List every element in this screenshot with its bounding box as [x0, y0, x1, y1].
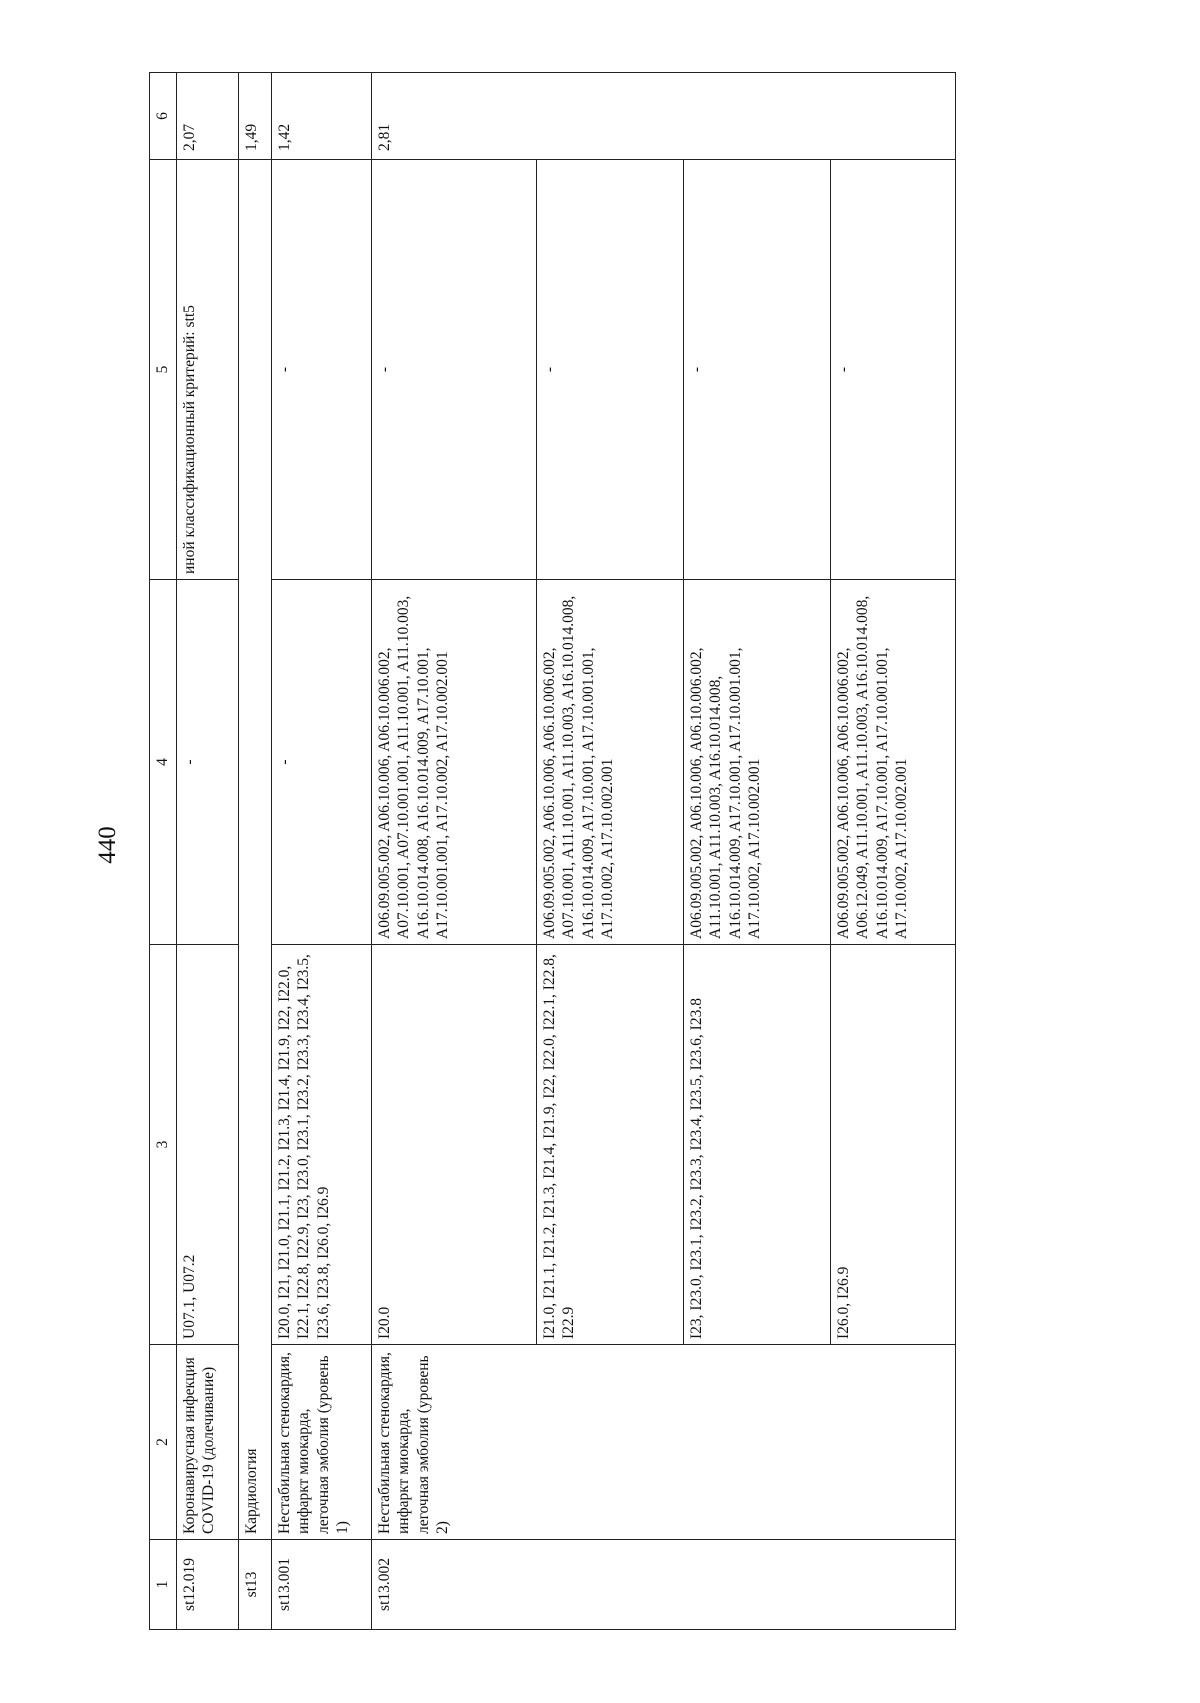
section-row: [239, 73, 272, 1630]
column-header: 3: [150, 945, 177, 1345]
section-coefficient: 1,49: [239, 73, 272, 160]
table-row: [177, 73, 239, 1630]
row-icd-codes: I20.0: [372, 945, 537, 1345]
section-name: Кардиология: [239, 160, 272, 1540]
tariff-table: [149, 72, 956, 1630]
row-coefficient: 2,81: [372, 73, 956, 160]
row-code: st13.002: [372, 1540, 956, 1630]
section-code: st13: [239, 1540, 272, 1630]
row-services: A06.09.005.002, A06.10.006, A06.10.006.002, A06.12.049, A11.10.001, A11.10.003, A16.10.014.008, A16.10.014.009, A17.10.001, A17.10.001.001, A17.10.002, A17.10.002.001: [831, 580, 956, 945]
row-services: -: [272, 580, 372, 945]
row-criteria: -: [372, 160, 537, 580]
column-header: 5: [150, 160, 177, 580]
column-header: 6: [150, 73, 177, 160]
row-name: Коронавирусная инфекция COVID-19 (долечивание): [177, 1345, 239, 1540]
row-name: Нестабильная стенокардия, инфаркт миокарда, легочная эмболия (уровень 1): [272, 1345, 372, 1540]
row-icd-codes: U07.1, U07.2: [177, 945, 239, 1345]
row-services: A06.09.005.002, A06.10.006, A06.10.006.002, A07.10.001, A07.10.001.001, A11.10.001, A11.10.003, A16.10.014.008, A16.10.014.009, A17.10.001, A17.10.001.001, A17.10.002, A17.10.002.001: [372, 580, 537, 945]
row-services: A06.09.005.002, A06.10.006, A06.10.006.002, A07.10.001, A11.10.001, A11.10.003, A16.10.014.008, A16.10.014.009, A17.10.001, A17.10.001.001, A17.10.002, A17.10.002.001: [537, 580, 684, 945]
row-criteria: -: [537, 160, 684, 580]
row-criteria: -: [272, 160, 372, 580]
row-code: st13.001: [272, 1540, 372, 1630]
row-criteria: -: [684, 160, 831, 580]
row-coefficient: 1,42: [272, 73, 372, 160]
row-services: -: [177, 580, 239, 945]
row-services: A06.09.005.002, A06.10.006, A06.10.006.002, A11.10.001, A11.10.003, A16.10.014.008, A16.10.014.009, A17.10.001, A17.10.001.001, A17.10.002, A17.10.002.001: [684, 580, 831, 945]
column-header: 4: [150, 580, 177, 945]
row-name: Нестабильная стенокардия, инфаркт миокарда, легочная эмболия (уровень 2): [372, 1345, 956, 1540]
page-number: 440: [94, 826, 121, 864]
table-header-row: [150, 73, 177, 1630]
row-icd-codes: I23, I23.0, I23.1, I23.2, I23.3, I23.4, I23.5, I23.6, I23.8: [684, 945, 831, 1345]
row-criteria: -: [831, 160, 956, 580]
row-icd-codes: I20.0, I21, I21.0, I21.1, I21.2, I21.3, I21.4, I21.9, I22, I22.0, I22.1, I22.8, I22.9, I23, I23.0, I23.1, I23.2, I23.3, I23.4, I23.5, I23.6, I23.8, I26.0, I26.9: [272, 945, 372, 1345]
row-icd-codes: I26.0, I26.9: [831, 945, 956, 1345]
row-criteria: иной классификационный критерий: stt5: [177, 160, 239, 580]
tariff-table-container: [149, 73, 1039, 1630]
row-icd-codes: I21.0, I21.1, I21.2, I21.3, I21.4, I21.9, I22, I22.0, I22.1, I22.8, I22.9: [537, 945, 684, 1345]
column-header: 1: [150, 1540, 177, 1630]
table-row: [272, 73, 372, 1630]
row-coefficient: 2,07: [177, 73, 239, 160]
row-code: st12.019: [177, 1540, 239, 1630]
column-header: 2: [150, 1345, 177, 1540]
table-row: [372, 73, 537, 1630]
